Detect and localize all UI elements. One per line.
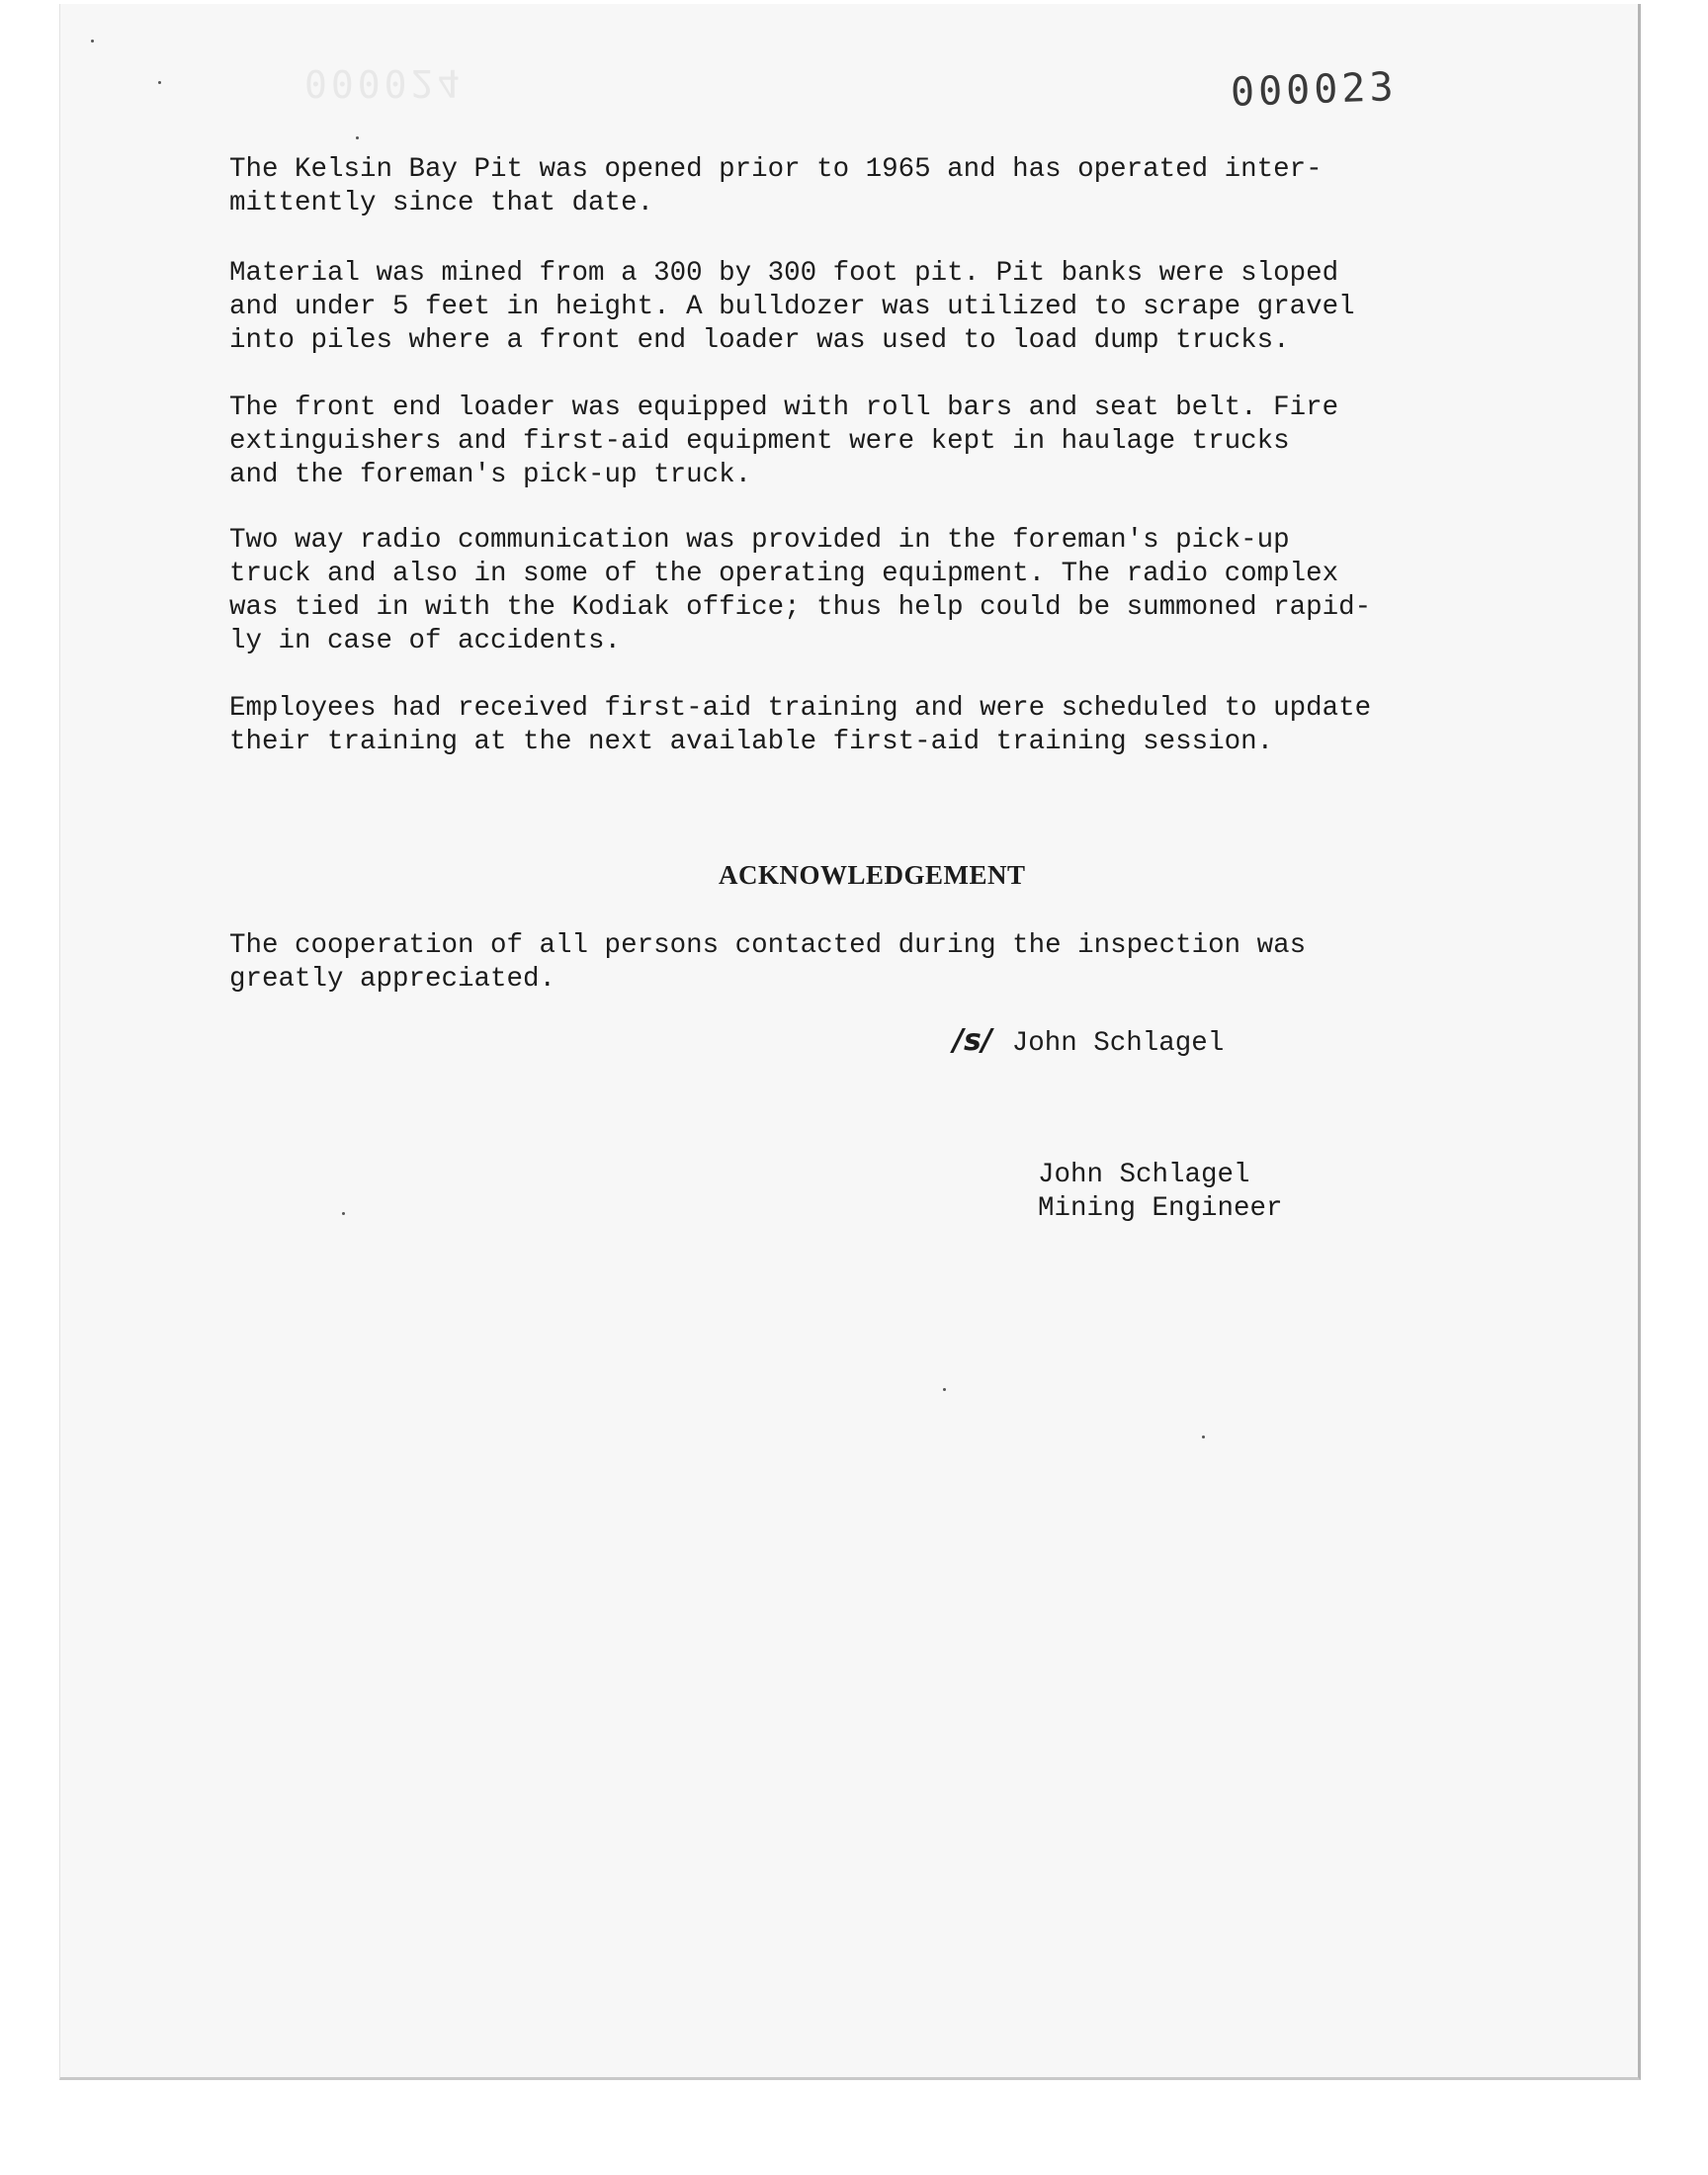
paragraph-mining-method	[229, 257, 1435, 358]
paragraph-safety-equipment	[229, 392, 1435, 492]
text-line: Two way radio communication was provided in the foreman's pick-up	[229, 525, 1290, 556]
signer-block	[1038, 1159, 1283, 1226]
signature-name: John Schlagel	[1011, 1028, 1225, 1059]
scan-speck	[943, 1388, 946, 1391]
acknowledgement-heading: ACKNOWLEDGEMENT	[719, 860, 1026, 890]
text-line: The Kelsin Bay Pit was opened prior to 1965 and has operated inter-	[229, 154, 1323, 185]
text-line: into piles where a front end loader was used to load dump trucks.	[229, 325, 1290, 356]
signer-title: Mining Engineer	[1038, 1193, 1283, 1224]
page-number: 000023	[1230, 64, 1399, 116]
scan-speck	[356, 136, 359, 139]
text-line: their training at the next available first-aid training session.	[229, 727, 1274, 757]
text-line: Material was mined from a 300 by 300 foot pit. Pit banks were sloped	[229, 258, 1339, 289]
paragraph-acknowledgement	[229, 929, 1435, 997]
scan-speck	[158, 81, 161, 84]
text-line: ly in case of accidents.	[229, 626, 622, 656]
text-line: extinguishers and first-aid equipment were kept in haulage trucks	[229, 426, 1290, 457]
paragraph-first-aid-training	[229, 692, 1435, 759]
bleed-through-page-number: 000024	[304, 61, 465, 105]
text-line: truck and also in some of the operating equipment. The radio complex	[229, 559, 1339, 589]
text-line: and the foreman's pick-up truck.	[229, 460, 752, 490]
text-line: was tied in with the Kodiak office; thus help could be summoned rapid-	[229, 592, 1372, 623]
scan-speck	[91, 40, 94, 43]
scan-speck	[1202, 1436, 1205, 1438]
paragraph-pit-history	[229, 153, 1435, 220]
text-line: mittently since that date.	[229, 188, 654, 218]
text-line: and under 5 feet in height. A bulldozer was utilized to scrape gravel	[229, 292, 1355, 322]
paragraph-radio-communication	[229, 524, 1435, 658]
text-line: The front end loader was equipped with roll bars and seat belt. Fire	[229, 392, 1339, 423]
signature-line	[953, 1024, 1224, 1061]
text-line: The cooperation of all persons contacted during the inspection was	[229, 930, 1307, 961]
signature-mark: /s/	[953, 1023, 992, 1058]
signer-name: John Schlagel	[1038, 1160, 1250, 1190]
text-line: Employees had received first-aid training and were scheduled to update	[229, 693, 1372, 724]
text-line: greatly appreciated.	[229, 964, 556, 995]
scan-speck	[342, 1212, 345, 1215]
